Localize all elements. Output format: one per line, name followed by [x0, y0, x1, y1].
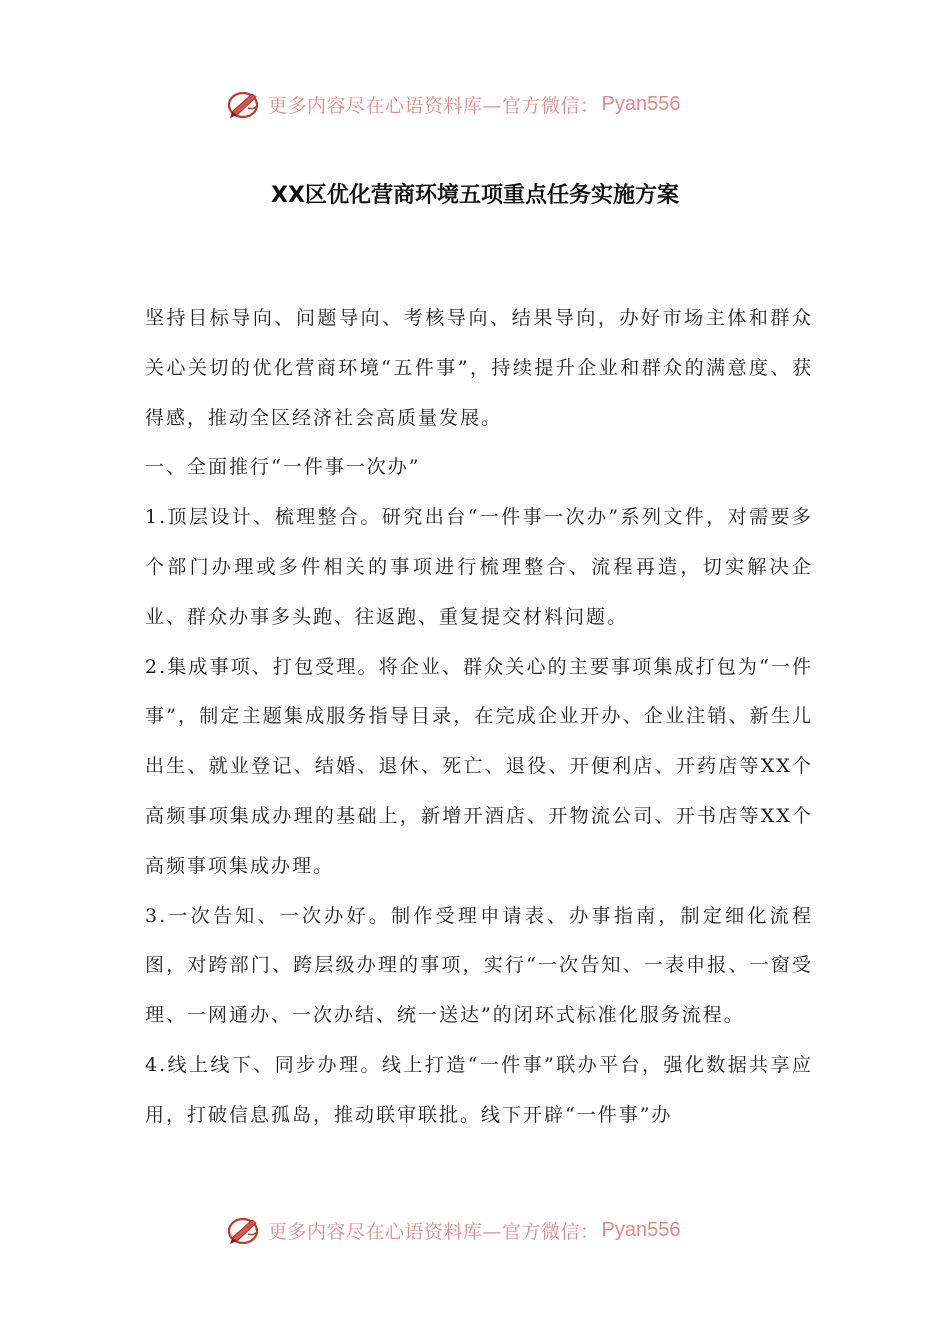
section-heading: 一、全面推行“一件事一次办”	[145, 456, 421, 479]
document-title: XX区优化营商环境五项重点任务实施方案	[271, 183, 679, 208]
watermark-wechat-id: Pyan556	[601, 1218, 681, 1241]
header-watermark	[226, 84, 680, 124]
item-1-paragraph: 1.顶层设计、梳理整合。研究出台“一件事一次办”系列文件，对需要多个部门办理或多件相关的事项进行梳理整合、流程再造，切实解决企业、群众办事多头跑、往返跑、重复提交材料问题。	[145, 506, 813, 628]
watermark-wechat-id: Pyan556	[601, 92, 681, 115]
pen-circle-logo-icon	[226, 1212, 262, 1248]
watermark-text: 更多内容尽在心语资料库—官方微信：	[268, 1220, 600, 1243]
item-4-paragraph: 4.线上线下、同步办理。线上打造“一件事”联办平台，强化数据共享应用，打破信息孤岛，推动联审联批。线下开辟“一件事”办	[145, 1053, 813, 1126]
pen-circle-logo-icon	[226, 86, 262, 122]
intro-paragraph: 坚持目标导向、问题导向、考核导向、结果导向，办好市场主体和群众关心关切的优化营商环境“五件事”，持续提升企业和群众的满意度、获得感，推动全区经济社会高质量发展。	[145, 307, 813, 429]
watermark-text: 更多内容尽在心语资料库—官方微信：	[268, 94, 600, 117]
footer-watermark	[226, 1210, 680, 1250]
document-body	[145, 294, 813, 1141]
item-2-paragraph: 2.集成事项、打包受理。将企业、群众关心的主要事项集成打包为“一件事”，制定主题集成服务指导目录，在完成企业开办、企业注销、新生儿出生、就业登记、结婚、退休、死亡、退役、开便利店、开药店等XX个高频事项集成办理的基础上，新增开酒店、开物流公司、开书店等XX个高频事项集成办理。	[145, 655, 813, 877]
item-3-paragraph: 3.一次告知、一次办好。制作受理申请表、办事指南，制定细化流程图，对跨部门、跨层级办理的事项，实行“一次告知、一表申报、一窗受理、一网通办、一次办结、统一送达”的闭环式标准化服务流程。	[145, 904, 813, 1027]
